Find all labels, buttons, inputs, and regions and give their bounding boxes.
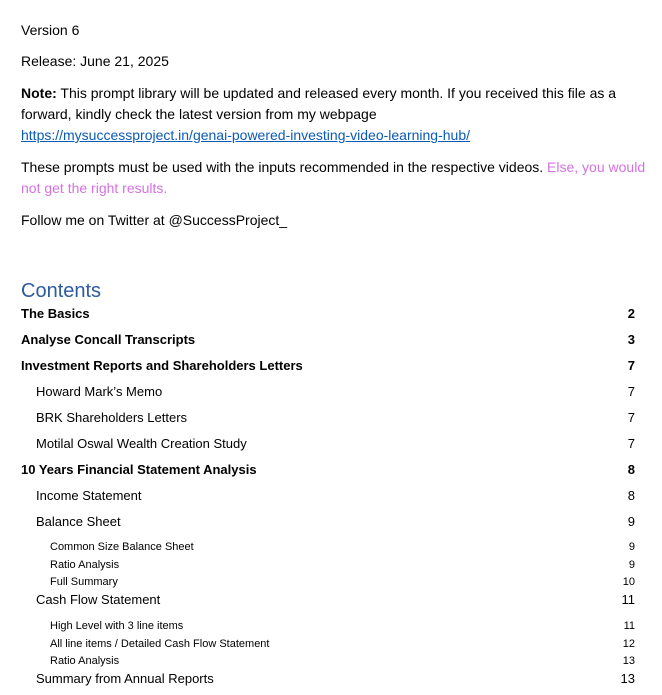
toc-entry-title: Ratio Analysis bbox=[50, 559, 120, 571]
toc-entry-title: The Basics bbox=[21, 306, 90, 321]
toc-entry-page: 9 bbox=[628, 541, 635, 553]
toc-entry-page: 13 bbox=[620, 671, 635, 686]
usage-paragraph bbox=[21, 157, 651, 199]
toc-entry-title: Howard Mark’s Memo bbox=[36, 384, 163, 399]
toc-entry-page: 8 bbox=[627, 462, 635, 477]
toc-entry-page: 12 bbox=[622, 638, 635, 650]
toc-entry-page: 3 bbox=[627, 332, 635, 347]
toc-entry-page: 2 bbox=[627, 306, 635, 321]
toc-entry-page: 13 bbox=[622, 655, 635, 667]
note-label: Note: bbox=[21, 85, 57, 101]
toc-entry-title: BRK Shareholders Letters bbox=[36, 410, 188, 425]
toc-entry-title: Investment Reports and Shareholders Letters bbox=[21, 358, 303, 373]
toc-entry-title: 10 Years Financial Statement Analysis bbox=[21, 462, 257, 477]
toc-entry-title: Ratio Analysis bbox=[50, 655, 120, 667]
toc-entry-title: Motilal Oswal Wealth Creation Study bbox=[36, 436, 247, 451]
toc-entry-page: 8 bbox=[627, 488, 635, 503]
usage-warning: Else, you would not get the right results. bbox=[21, 159, 646, 196]
toc-entry-title: Summary from Annual Reports bbox=[36, 671, 214, 686]
toc-entry-page: 9 bbox=[627, 514, 635, 529]
toc-entry-page: 7 bbox=[627, 358, 635, 373]
webpage-link[interactable]: https://mysuccessproject.in/genai-powered-investing-video-learning-hub/ bbox=[21, 127, 471, 143]
toc-entry-title: Cash Flow Statement bbox=[36, 592, 161, 607]
toc-entry-page: 9 bbox=[628, 559, 635, 571]
toc-entry-title: High Level with 3 line items bbox=[50, 620, 184, 632]
toc-entry-page: 11 bbox=[621, 592, 635, 607]
toc-entry-title: Full Summary bbox=[50, 576, 118, 588]
twitter-follow: Follow me on Twitter at @SuccessProject_ bbox=[21, 212, 288, 228]
toc-entry-page: 10 bbox=[622, 576, 635, 588]
toc-entry-page: 7 bbox=[627, 384, 635, 399]
toc-entry-title: Balance Sheet bbox=[36, 514, 121, 529]
toc-entry-title: Common Size Balance Sheet bbox=[50, 541, 194, 553]
toc-entry-page: 7 bbox=[627, 410, 635, 425]
toc-entry-title: Analyse Concall Transcripts bbox=[21, 332, 196, 347]
note-paragraph bbox=[21, 83, 651, 146]
toc-entry-page: 7 bbox=[627, 436, 635, 451]
contents-heading: Contents bbox=[21, 280, 102, 302]
toc-entry-page: 11 bbox=[623, 620, 635, 632]
note-text: This prompt library will be updated and released every month. If you received this file as a forward, kindly check the latest version from my webpage bbox=[21, 85, 617, 122]
version-label: Version 6 bbox=[21, 22, 80, 38]
toc-entry-title: All line items / Detailed Cash Flow Statement bbox=[50, 638, 270, 650]
toc-entry-title: Income Statement bbox=[36, 488, 142, 503]
release-date: Release: June 21, 2025 bbox=[21, 53, 169, 69]
usage-text: These prompts must be used with the inputs recommended in the respective videos. bbox=[21, 159, 548, 175]
